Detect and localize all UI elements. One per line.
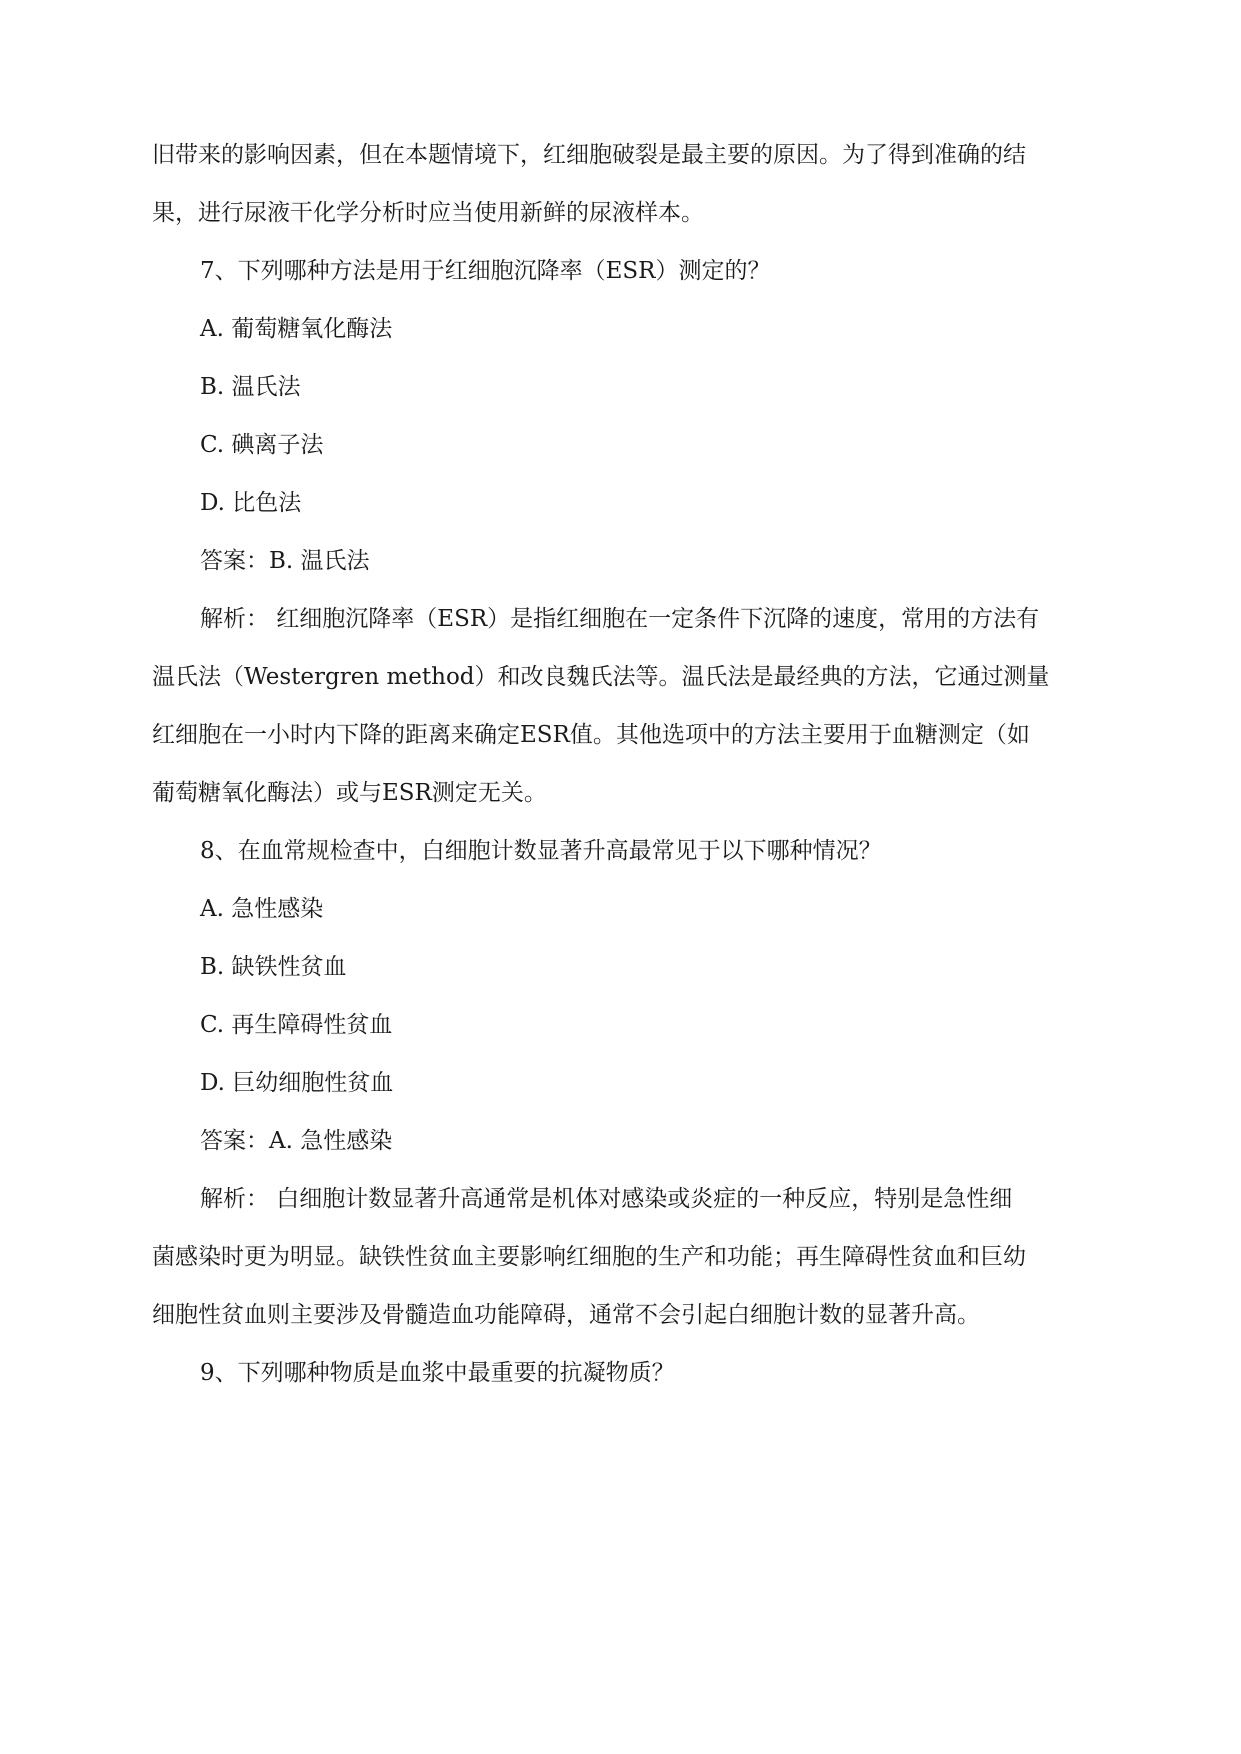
q8-analysis-line-3: 细胞性贫血则主要涉及骨髓造血功能障碍，通常不会引起白细胞计数的显著升高。	[152, 1302, 980, 1328]
q7-option-a: A. 葡萄糖氧化酶法	[200, 316, 393, 342]
q7-answer: 答案：B. 温氏法	[200, 548, 370, 574]
question-9: 9、下列哪种物质是血浆中最重要的抗凝物质？	[200, 1360, 675, 1386]
q7-option-c: C. 碘离子法	[200, 432, 324, 458]
prev-explanation-line-1: 旧带来的影响因素，但在本题情境下，红细胞破裂是最主要的原因。为了得到准确的结	[152, 142, 1026, 168]
question-8: 8、在血常规检查中，白细胞计数显著升高最常见于以下哪种情况？	[200, 838, 882, 864]
q8-option-c: C. 再生障碍性贫血	[200, 1012, 393, 1038]
q7-option-b: B. 温氏法	[200, 374, 301, 400]
q7-option-d: D. 比色法	[200, 490, 302, 516]
q8-option-b: B. 缺铁性贫血	[200, 954, 347, 980]
prev-explanation-line-2: 果，进行尿液干化学分析时应当使用新鲜的尿液样本。	[152, 200, 704, 226]
q8-option-a: A. 急性感染	[200, 896, 324, 922]
q7-analysis-line-3: 红细胞在一小时内下降的距离来确定ESR值。其他选项中的方法主要用于血糖测定（如	[152, 722, 1030, 748]
q7-analysis-line-2: 温氏法（Westergren method）和改良魏氏法等。温氏法是最经典的方法，它通过测量	[152, 664, 1050, 690]
q8-analysis-line-2: 菌感染时更为明显。缺铁性贫血主要影响红细胞的生产和功能；再生障碍性贫血和巨幼	[152, 1244, 1026, 1270]
q7-analysis-line-4: 葡萄糖氧化酶法）或与ESR测定无关。	[152, 780, 547, 806]
question-7: 7、下列哪种方法是用于红细胞沉降率（ESR）测定的？	[200, 258, 771, 284]
q8-answer: 答案：A. 急性感染	[200, 1128, 393, 1154]
q8-option-d: D. 巨幼细胞性贫血	[200, 1070, 394, 1096]
q7-analysis-line-1: 解析： 红细胞沉降率（ESR）是指红细胞在一定条件下沉降的速度，常用的方法有	[200, 606, 1040, 632]
q8-analysis-line-1: 解析： 白细胞计数显著升高通常是机体对感染或炎症的一种反应，特别是急性细	[200, 1186, 1013, 1212]
